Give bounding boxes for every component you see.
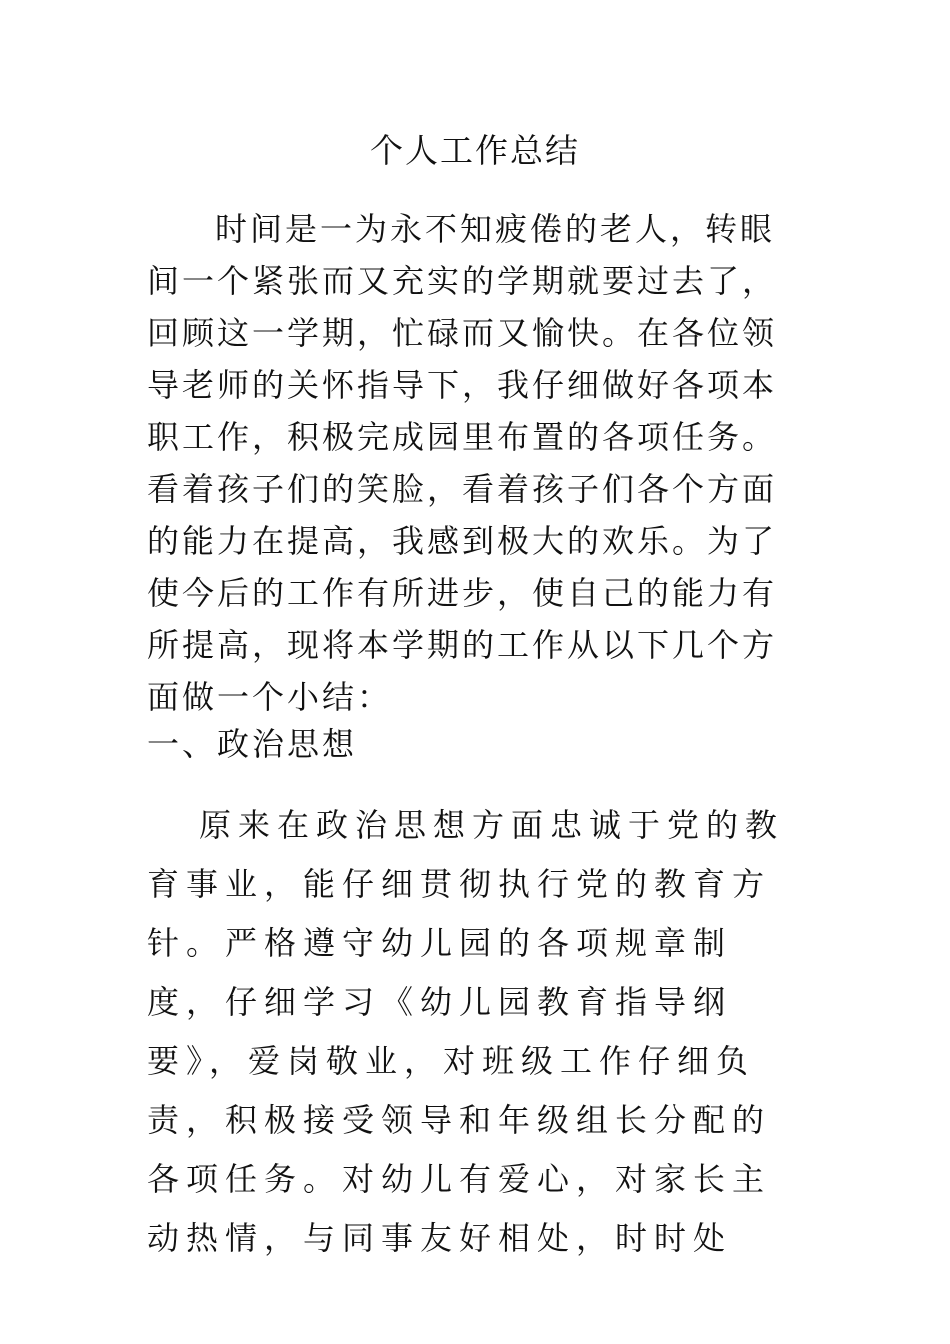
section-heading-political-thought: 一、政治思想 [147,725,358,763]
section-paragraph-political-thought: 原来在政治思想方面忠诚于党的教育事业，能仔细贯彻执行党的教育方针。严格遵守幼儿园的各项规章制度，仔细学习《幼儿园教育指导纲要》，爱岗敬业，对班级工作仔细负责，积极接受领导和年级组长分配的各项任务。对幼儿有爱心，对家长主动热情，与同事友好相处，时时处 [147,806,785,1257]
document-title: 个人工作总结 [370,131,580,170]
intro-paragraph: 时间是一为永不知疲倦的老人，转眼间一个紧张而又充实的学期就要过去了，回顾这一学期，忙碌而又愉快。在各位领导老师的关怀指导下，我仔细做好各项本职工作，积极完成园里布置的各项任务。看着孩子们的笑脸，看着孩子们各个方面的能力在提高，我感到极大的欢乐。为了使今后的工作有所进步，使自己的能力有所提高，现将本学期的工作从以下几个方面做一个小结： [147,210,778,716]
